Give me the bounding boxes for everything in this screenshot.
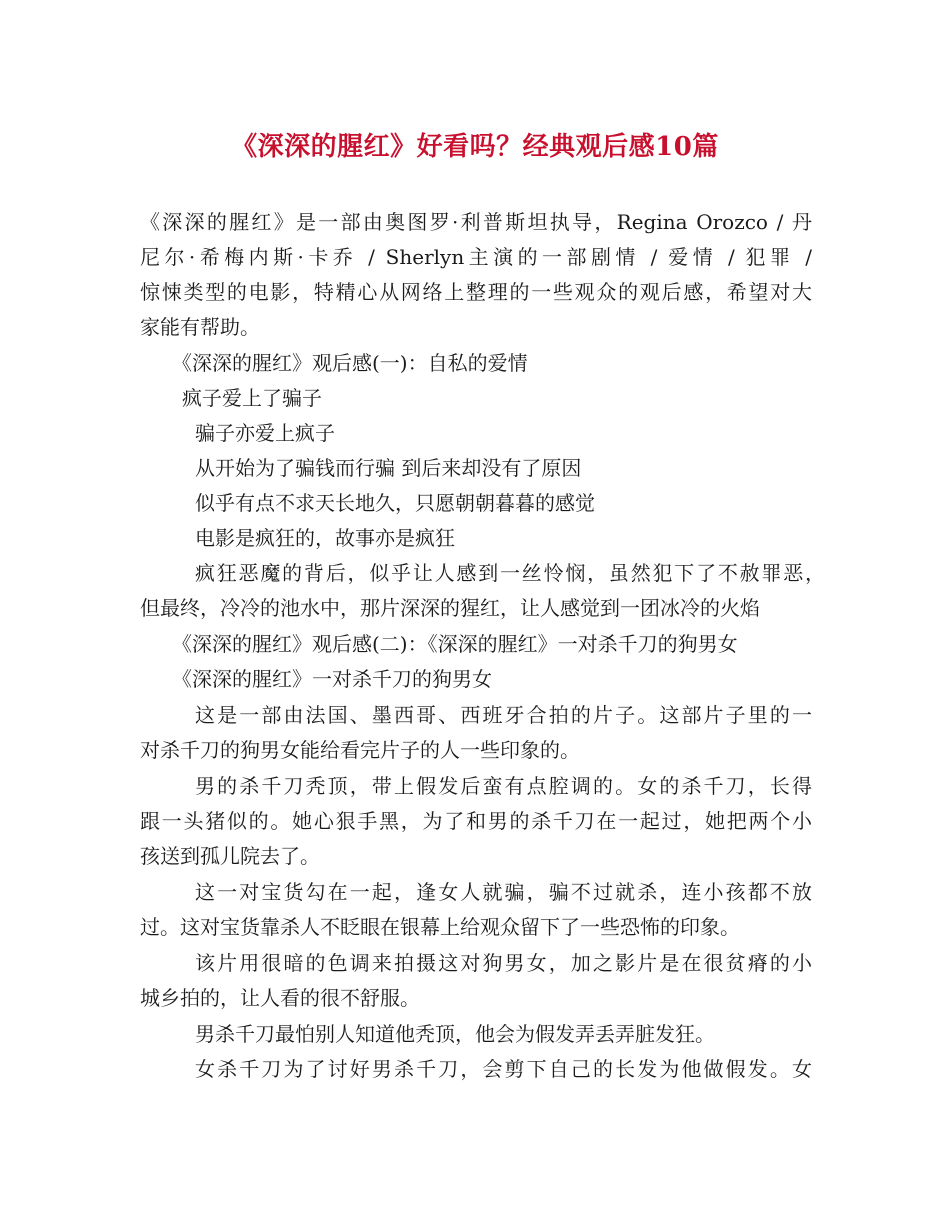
paragraph-line: 跟一头猪似的。她心狠手黑，为了和男的杀千刀在一起过，她把两个小 [140, 809, 812, 833]
poem-line: 骗子亦爱上疯子 [195, 421, 335, 445]
paragraph-line: 这是一部由法国、墨西哥、西班牙合拍的片子。这部片子里的一 [195, 703, 812, 727]
poem-line: 从开始为了骗钱而行骗 到后来却没有了原因 [195, 456, 582, 480]
paragraph-line: 过。这对宝货靠杀人不眨眼在银幕上给观众留下了一些恐怖的印象。 [140, 915, 740, 939]
poem-line: 疯子爱上了骗子 [182, 386, 322, 410]
paragraph-line: 疯狂恶魔的背后，似乎让人感到一丝怜悯，虽然犯下了不赦罪恶， [195, 561, 825, 585]
paragraph-line: 但最终，冷冷的池水中，那片深深的猩红，让人感觉到一团冰冷的火焰 [140, 596, 760, 620]
poem-line: 电影是疯狂的，故事亦是疯狂 [195, 526, 455, 550]
paragraph-line: 孩送到孤儿院去了。 [140, 844, 320, 868]
section-heading: 《深深的腥红》观后感(二)：《深深的腥红》一对杀千刀的狗男女 [172, 632, 738, 656]
paragraph-line: 《深深的腥红》是一部由奥图罗·利普斯坦执导，Regina Orozco / 丹 [140, 210, 812, 234]
paragraph-line: 惊悚类型的电影，特精心从网络上整理的一些观众的观后感，希望对大 [140, 280, 812, 304]
paragraph-line: 男的杀千刀秃顶，带上假发后蛮有点腔调的。女的杀千刀，长得 [195, 774, 812, 798]
paragraph-line: 家能有帮助。 [140, 315, 260, 339]
paragraph-line: 该片用很暗的色调来拍摄这对狗男女，加之影片是在很贫瘠的小 [195, 951, 812, 975]
section-subheading: 《深深的腥红》一对杀千刀的狗男女 [172, 667, 492, 691]
poem-line: 似乎有点不求天长地久，只愿朝朝暮暮的感觉 [195, 491, 595, 515]
paragraph-line: 这一对宝货勾在一起，逢女人就骗，骗不过就杀，连小孩都不放 [195, 880, 812, 904]
section-heading: 《深深的腥红》观后感(一)：自私的爱情 [172, 351, 528, 375]
paragraph-line: 尼尔·希梅内斯·卡乔 / Sherlyn主演的一部剧情 / 爱情 / 犯罪 / [140, 245, 812, 269]
document-title: 《深深的腥红》好看吗？经典观后感10篇 [231, 132, 719, 162]
paragraph-line: 男杀千刀最怕别人知道他秃顶，他会为假发弄丢弄脏发狂。 [195, 1022, 715, 1046]
paragraph-line: 女杀千刀为了讨好男杀千刀，会剪下自己的长发为他做假发。女 [195, 1057, 812, 1081]
paragraph-line: 对杀千刀的狗男女能给看完片子的人一些印象的。 [140, 738, 580, 762]
paragraph-line: 城乡拍的，让人看的很不舒服。 [140, 986, 420, 1010]
